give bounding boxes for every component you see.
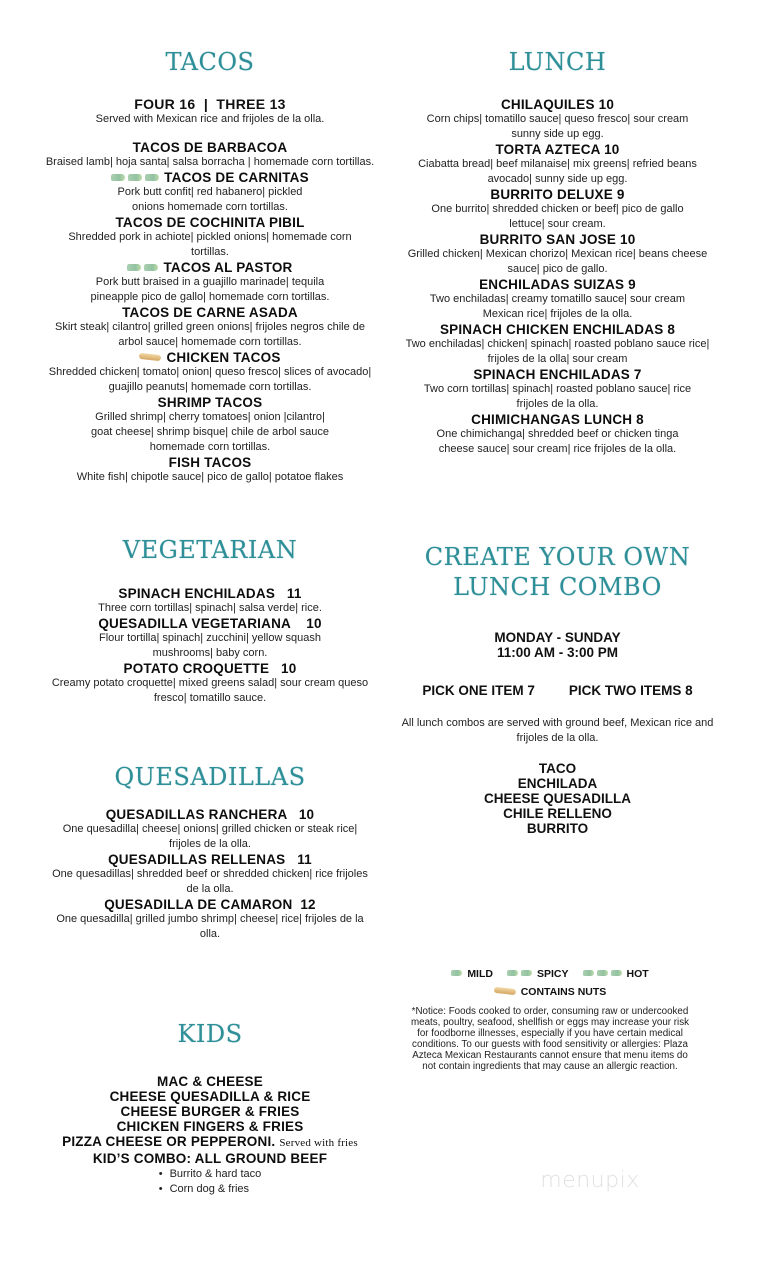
menu-item-title: CHIMICHANGAS LUNCH 8 <box>471 412 644 427</box>
menu-item-desc: Braised lamb| hoja santa| salsa borracha | homemade corn tortillas. <box>45 156 375 168</box>
tacos-price-line: FOUR 16 | THREE 13 <box>134 96 286 112</box>
chili-pepper-icon <box>507 970 518 976</box>
kids-item: CHEESE BURGER & FRIES <box>120 1104 300 1119</box>
chili-pepper-icon <box>145 174 159 181</box>
menu-item-title: TACOS DE CARNE ASADA <box>122 305 298 320</box>
menu-item-title: FISH TACOS <box>168 455 252 470</box>
kids-combo-option: • Corn dog & fries <box>159 1182 262 1197</box>
hot-icons <box>583 970 622 976</box>
menu-item-desc: Three corn tortillas| spinach| salsa verde| rice. <box>98 602 322 614</box>
kids-combo-option: • Burrito & hard taco <box>159 1167 262 1182</box>
kids-heading: KIDS <box>177 1020 243 1048</box>
menu-item-desc: Two enchiladas| chicken| spinach| roasted poblano sauce rice| frijoles de la olla| sour cream <box>405 338 710 365</box>
chili-pepper-icon <box>611 970 622 976</box>
menu-item-title: BURRITO SAN JOSE 10 <box>479 232 636 247</box>
menu-item-title-row <box>40 350 380 365</box>
allergy-notice: *Notice: Foods cooked to order, consuming raw or undercooked meats, poultry, seafood, shellfish or eggs may increase your risk for foodborne illnesses, especially if you have certain medical conditions. To our guests with food sensitivity or allergies: Plaza Azteca Mexican Restaurants cannot ensure that menu items do not contain ingredients that may cause an allergic reaction. <box>410 1006 690 1072</box>
chili-pepper-icon <box>111 174 125 181</box>
chili-pepper-icon <box>451 970 462 976</box>
menu-item-title-row <box>40 260 380 275</box>
menu-item-title: CHILAQUILES 10 <box>500 97 615 112</box>
legend-nuts-label: CONTAINS NUTS <box>520 986 607 998</box>
chili-pepper-icon <box>597 970 608 976</box>
quesadillas-section <box>40 763 380 942</box>
menu-item-title: TACOS DE CARNITAS <box>164 170 309 185</box>
menu-item-desc: Skirt steak| cilantro| grilled green onions| frijoles negros chile de arbol sauce| homemade corn tortillas. <box>54 321 365 348</box>
chili-pepper-icon <box>583 970 594 976</box>
kids-combo-options <box>159 1167 262 1197</box>
kids-section <box>40 1020 380 1197</box>
legend-spicy <box>507 968 569 980</box>
kids-item: CHICKEN FINGERS & FRIES <box>116 1119 304 1134</box>
legend-spicy-label: SPICY <box>536 968 569 980</box>
legend-mild <box>451 968 493 980</box>
chili-pepper-icon <box>128 174 142 181</box>
spice-legend <box>400 968 700 980</box>
tacos-section <box>40 48 380 485</box>
menu-item-desc: White fish| chipotle sauce| pico de gallo| potatoe flakes <box>76 471 344 483</box>
peanut-icon <box>139 353 162 361</box>
menu-item-desc: Ciabatta bread| beef milanaise| mix greens| refried beans avocado| sunny side up egg. <box>418 158 697 185</box>
tacos-served-with: Served with Mexican rice and frijoles de la olla. <box>95 113 325 125</box>
combo-item: TACO <box>538 761 577 776</box>
contains-nuts-icons <box>139 354 161 360</box>
menu-item-desc: Creamy potato croquette| mixed greens salad| sour cream queso fresco| tomatillo sauce. <box>51 677 369 704</box>
mild-icons <box>451 970 462 976</box>
menu-item-title: SPINACH ENCHILADAS 7 <box>473 367 642 382</box>
menu-item-desc: Pork butt braised in a guajillo marinade| tequila pineapple pico de gallo| homemade corn tortillas. <box>90 276 330 303</box>
nuts-icons <box>494 988 516 994</box>
combo-item: BURRITO <box>526 821 589 836</box>
menu-item-title: QUESADILLAS RELLENAS 11 <box>108 852 312 867</box>
quesadillas-heading: QUESADILLAS <box>114 763 306 791</box>
chili-pepper-icon <box>144 264 158 271</box>
combo-days: MONDAY - SUNDAY <box>494 630 621 645</box>
chili-pepper-icon <box>127 264 141 271</box>
spicy-icons <box>507 970 532 976</box>
menu-item-desc: One quesadillas| shredded beef or shredded chicken| rice frijoles de la olla. <box>52 868 368 895</box>
lunch-combo-section <box>395 542 720 836</box>
menu-item-desc: One quesadilla| cheese| onions| grilled chicken or steak rice| frijoles de la olla. <box>62 823 358 850</box>
chili-pepper-icon <box>521 970 532 976</box>
combo-pricing <box>395 683 720 698</box>
menu-item-title: QUESADILLA DE CAMARON 12 <box>104 897 316 912</box>
spice-level-hot-icons <box>111 174 159 181</box>
combo-schedule <box>395 630 720 660</box>
legend-hot-label: HOT <box>626 968 649 980</box>
combo-item: CHEESE QUESADILLA <box>483 791 632 806</box>
legend-hot <box>583 968 649 980</box>
menu-item-desc: Two enchiladas| creamy tomatillo sauce| sour cream Mexican rice| frijoles de la olla. <box>429 293 686 320</box>
tacos-heading: TACOS <box>165 48 255 76</box>
menu-item-desc: Shredded chicken| tomato| onion| queso fresco| slices of avocado| guajillo peanuts| homemade corn tortillas. <box>48 366 372 393</box>
menu-item-title: TACOS DE COCHINITA PIBIL <box>115 215 305 230</box>
kids-item-pizza <box>40 1134 380 1151</box>
menu-item-title: BURRITO DELUXE 9 <box>490 187 625 202</box>
menu-item-title: TACOS AL PASTOR <box>163 260 293 275</box>
lunch-combo-heading <box>395 542 720 602</box>
menu-item-title-row <box>40 170 380 185</box>
menu-item-desc: Grilled chicken| Mexican chorizo| Mexican rice| beans cheese sauce| pico de gallo. <box>407 248 708 275</box>
menu-item-desc: Corn chips| tomatillo sauce| queso fresco| sour cream sunny side up egg. <box>426 113 689 140</box>
menu-item-title: SHRIMP TACOS <box>157 395 263 410</box>
menu-item-desc: One burrito| shredded chicken or beef| pico de gallo lettuce| sour cream. <box>431 203 684 230</box>
spice-level-spicy-icons <box>127 264 158 271</box>
menu-item-desc: Grilled shrimp| cherry tomatoes| onion |cilantro| goat cheese| shrimp bisque| chile de arbol sauce homemade corn tortillas. <box>90 411 330 453</box>
menu-item-desc: Shredded pork in achiote| pickled onions| homemade corn tortillas. <box>68 231 352 258</box>
legend-mild-label: MILD <box>467 968 493 980</box>
menu-item-title: QUESADILLAS RANCHERA 10 <box>105 807 315 822</box>
pick-one-price: PICK ONE ITEM 7 <box>422 683 535 698</box>
peanut-icon <box>493 987 516 995</box>
menu-item-desc: Pork butt confit| red habanero| pickled onions homemade corn tortillas. <box>117 186 303 213</box>
lunch-combo-heading-line1: CREATE YOUR OWN <box>424 543 691 571</box>
legend-section <box>400 968 700 1072</box>
pick-two-price: PICK TWO ITEMS 8 <box>568 683 693 698</box>
combo-item: ENCHILADA <box>517 776 598 791</box>
lunch-section <box>395 48 720 457</box>
lunch-heading: LUNCH <box>508 48 607 76</box>
kids-pizza-title: PIZZA CHEESE OR PEPPERONI. <box>62 1134 276 1149</box>
menu-item-title: TORTA AZTECA 10 <box>495 142 620 157</box>
kids-item: CHEESE QUESADILLA & RICE <box>109 1089 311 1104</box>
combo-item: CHILE RELLENO <box>503 806 612 821</box>
combo-note: All lunch combos are served with ground beef, Mexican rice and frijoles de la olla. <box>401 717 714 744</box>
kids-combo-title: KID’S COMBO: ALL GROUND BEEF <box>92 1151 328 1166</box>
menu-item-title: POTATO CROQUETTE 10 <box>123 661 297 676</box>
menu-item-desc: Flour tortilla| spinach| zucchini| yellow squash mushrooms| baby corn. <box>99 632 321 659</box>
kids-pizza-note: Served with fries <box>279 1137 358 1149</box>
menu-item-desc: One chimichanga| shredded beef or chicken tinga cheese sauce| sour cream| rice frijoles de la olla. <box>436 428 679 455</box>
menu-item-title: SPINACH ENCHILADAS 11 <box>118 586 302 601</box>
menu-item-title: SPINACH CHICKEN ENCHILADAS 8 <box>439 322 676 337</box>
combo-hours: 11:00 AM - 3:00 PM <box>496 645 619 660</box>
menu-item-title: CHICKEN TACOS <box>166 350 281 365</box>
watermark-logo: menupix <box>540 1168 640 1193</box>
menu-item-desc: One quesadilla| grilled jumbo shrimp| cheese| rice| frijoles de la olla. <box>56 913 364 940</box>
menu-item-title: QUESADILLA VEGETARIANA 10 <box>98 616 322 631</box>
legend-nuts <box>400 986 700 998</box>
combo-item-list <box>395 761 720 836</box>
menu-item-title: TACOS DE BARBACOA <box>132 140 288 155</box>
vegetarian-section <box>40 536 380 706</box>
lunch-combo-heading-line2: LUNCH COMBO <box>453 573 662 601</box>
kids-item: MAC & CHEESE <box>157 1074 263 1089</box>
menu-item-desc: Two corn tortillas| spinach| roasted poblano sauce| rice frijoles de la olla. <box>423 383 692 410</box>
vegetarian-heading: VEGETARIAN <box>122 536 298 564</box>
menu-item-title: ENCHILADAS SUIZAS 9 <box>479 277 636 292</box>
